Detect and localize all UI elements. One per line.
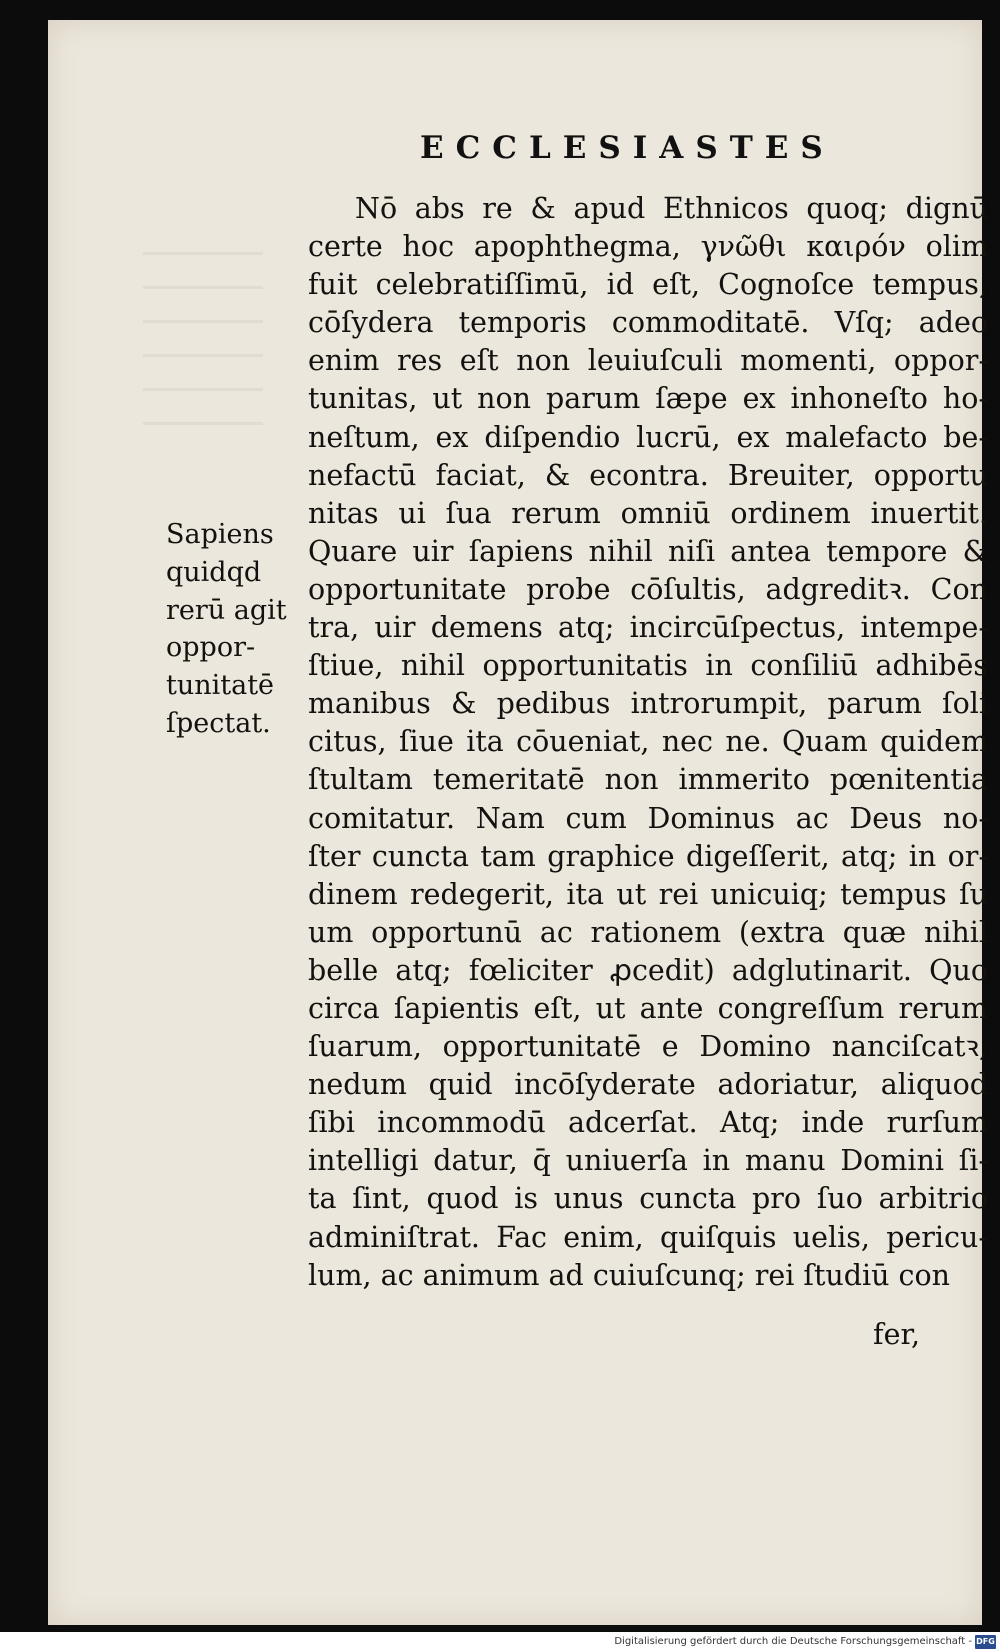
text-line: cōſydera temporis commoditatē. Vſq; adeo [308,306,988,340]
text-line: certe hoc apophthegma, γνῶθι καιρόν olim [308,230,988,264]
text-line: nefactū faciat, & econtra. Breuiter, opportu [308,458,988,492]
marginal-note-line: tunitatē [166,670,275,702]
digitization-footer [0,1632,1000,1652]
marginal-note-line: quidqd [166,556,262,588]
text-line: enim res eſt non leuiuſculi momenti, oppor- [308,344,988,378]
show-through-shadow [143,252,263,432]
text-line: fuit celebratiſſimū, id eſt, Cognoſce tempus, [308,268,988,302]
book-page [48,20,988,1625]
text-line: adminiſtrat. Fac enim, quiſquis uelis, pericu- [308,1220,988,1254]
text-line: um opportunū ac rationem (extra quæ nihil [308,915,988,949]
text-line: comitatur. Nam cum Dominus ac Deus no- [308,801,988,835]
text-line: nedum quid incōſyderate adoriatur, aliquod [308,1068,988,1102]
marginal-note-line: rerū agit [166,594,287,626]
dfg-logo-badge: DFG [975,1635,996,1649]
marginal-note-line: oppor- [166,632,256,664]
text-line: opportunitate probe cōſultis, adgreditꝛ. Con [308,572,988,606]
text-line: ta ſint, quod is unus cuncta pro ſuo arbitrio [308,1182,988,1216]
text-line: citus, ſiue ita cōueniat, nec ne. Quam quidem [308,725,988,759]
text-line: tra, uir demens atq; incircūſpectus, intempe- [308,611,988,645]
text-line: Nō abs re & apud Ethnicos quoq; dignū [355,192,988,225]
text-line: ſibi incommodū adcerſat. Atq; inde rurſum [308,1106,988,1140]
text-line: ſtultam temeritatē non immerito pœnitentia [308,763,988,797]
funding-credit: Digitalisierung gefördert durch die Deutsche Forschungsgemeinschaft - [614,1636,972,1647]
catchword: fer, [873,1318,920,1351]
running-head: ECCLESIASTES [420,130,835,166]
text-line: ſtiue, nihil opportunitatis in conſiliū adhibēs [308,649,988,683]
text-line: manibus & pedibus introrumpit, parum ſoli [308,687,988,721]
text-line: intelligi datur, q̄ uniuerſa in manu Domini ſi- [308,1144,988,1178]
text-line: neſtum, ex diſpendio lucrū, ex malefacto be- [308,420,988,454]
text-line: ſuarum, opportunitatē e Domino nanciſcatꝛ, [308,1030,988,1064]
marginal-note-line: Sapiens [166,519,274,550]
marginal-note-line: ſpectat. [166,707,271,739]
text-line: belle atq; fœliciter ꝓcedit) adglutinarit. Quo [308,953,988,987]
text-line: circa ſapientis eſt, ut ante congreſſum rerum [308,991,988,1025]
text-line: dinem redegerit, ita ut rei unicuiq; tempus ſu [308,877,988,911]
body-text [308,190,988,1295]
text-line: Quare uir ſapiens nihil niſi antea tempore & [308,534,988,568]
text-line: nitas ui ſua rerum omniū ordinem inuertit. [308,496,988,530]
marginal-note [166,516,306,743]
text-line: tunitas, ut non parum ſæpe ex inhoneſto ho- [308,382,988,416]
text-line: lum, ac animum ad cuiuſcunq; rei ſtudiū con [308,1258,951,1292]
text-line: ſter cuncta tam graphice digeſſerit, atq; in or- [308,839,988,873]
